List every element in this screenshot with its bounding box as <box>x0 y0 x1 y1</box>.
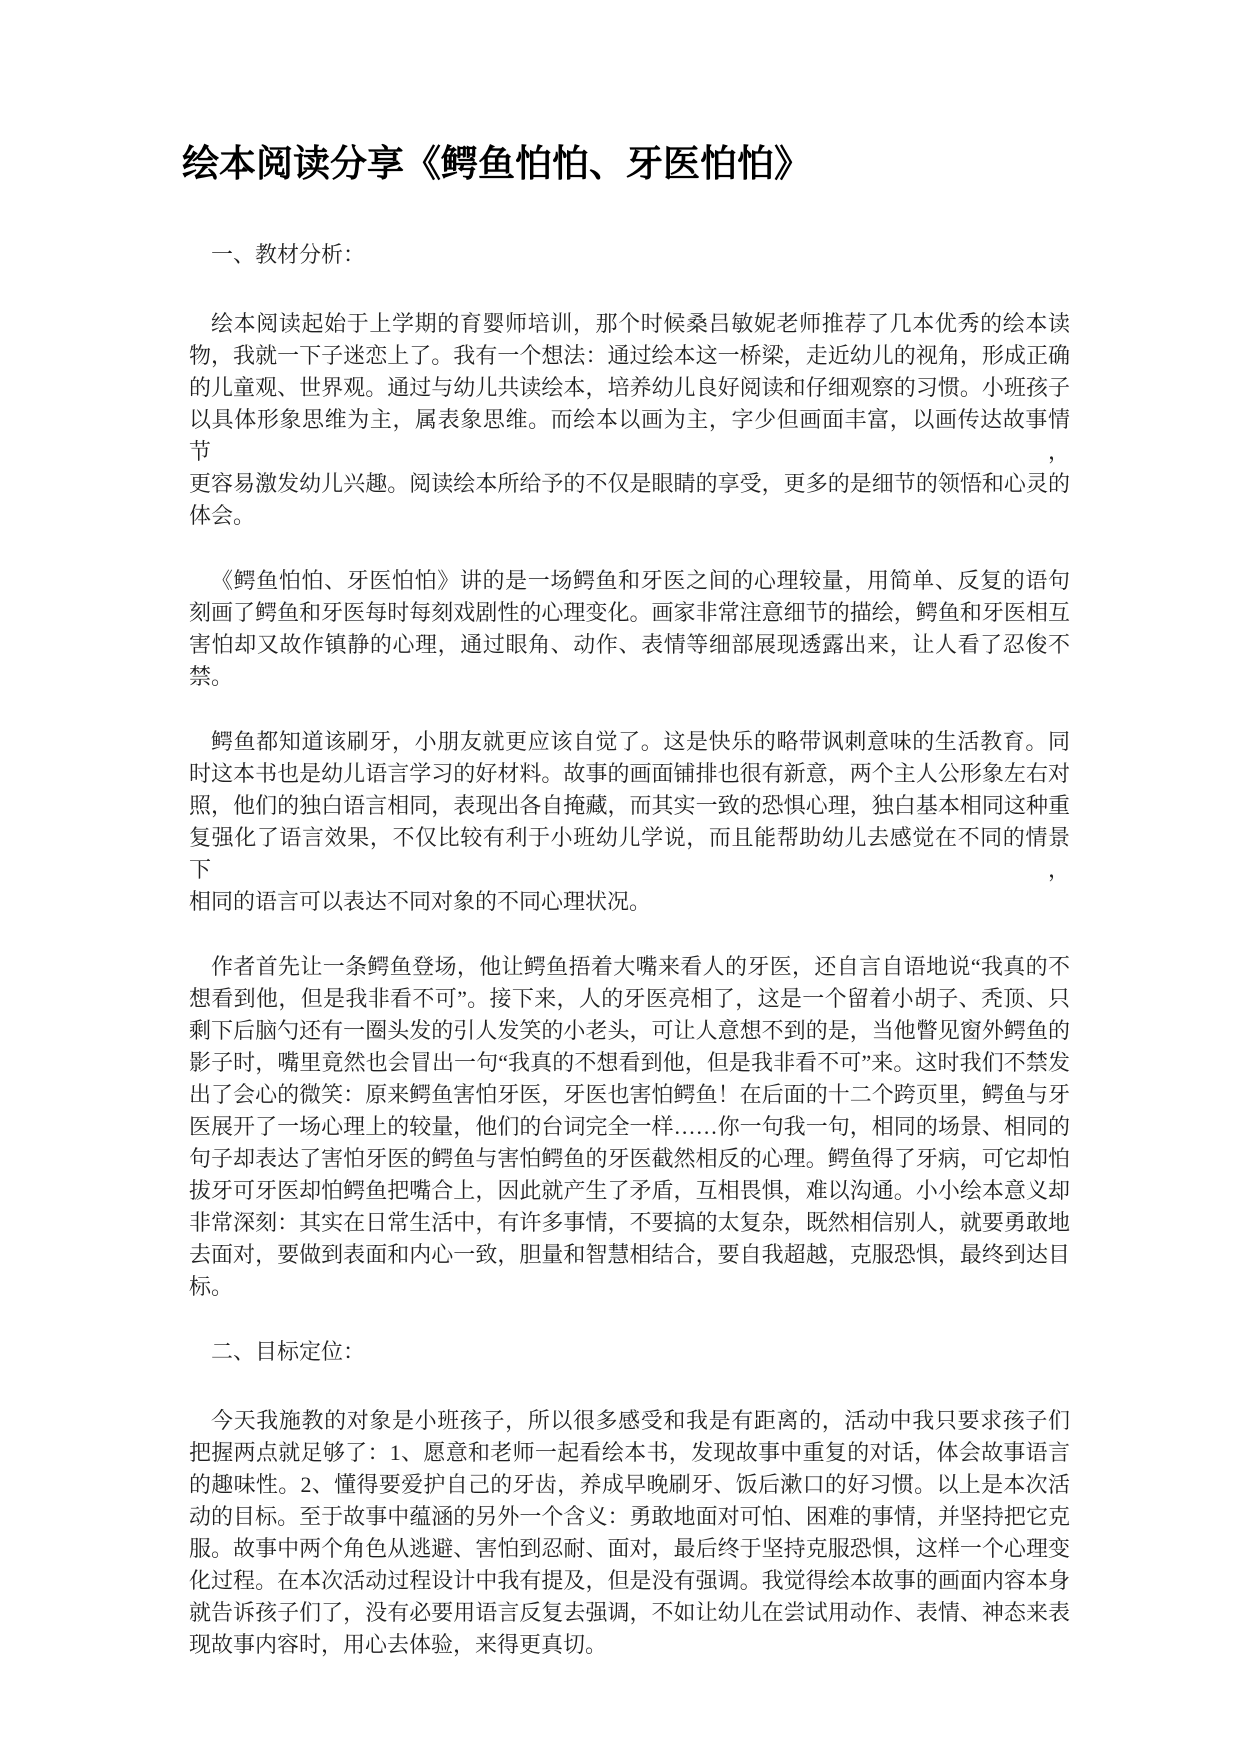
document-title: 绘本阅读分享《鳄鱼怕怕、牙医怕怕》 <box>182 144 811 185</box>
text-line: 作者首先让一条鳄鱼登场，他让鳄鱼捂着大嘴来看人的牙医，还自言自语地说“我真的不 <box>211 954 1070 979</box>
section-heading-1: 一、教材分析： <box>211 242 366 267</box>
text-line: 时这本书也是幼儿语言学习的好材料。故事的画面铺排也很有新意，两个主人公形象左右对 <box>189 761 1070 786</box>
text-line: 动的目标。至于故事中蕴涵的另外一个含义：勇敢地面对可怕、困难的事情，并坚持把它克 <box>189 1504 1070 1529</box>
paragraph-4 <box>189 951 1070 1303</box>
text-line: 今天我施教的对象是小班孩子，所以很多感受和我是有距离的，活动中我只要求孩子们 <box>211 1408 1070 1433</box>
text-line: 相同的语言可以表达不同对象的不同心理状况。 <box>189 889 652 914</box>
text-line: 医展开了一场心理上的较量，他们的台词完全一样……你一句我一句，相同的场景、相同的 <box>189 1114 1070 1139</box>
text-line: 刻画了鳄鱼和牙医每时每刻戏剧性的心理变化。画家非常注意细节的描绘，鳄鱼和牙医相互 <box>189 600 1070 625</box>
text-line: 服。故事中两个角色从逃避、害怕到忍耐、面对，最后终于坚持克服恐惧，这样一个心理变 <box>189 1536 1070 1561</box>
text-line: 拔牙可牙医却怕鳄鱼把嘴合上，因此就产生了矛盾，互相畏惧，难以沟通。小小绘本意义却 <box>189 1178 1070 1203</box>
text-line: 《鳄鱼怕怕、牙医怕怕》讲的是一场鳄鱼和牙医之间的心理较量，用简单、反复的语句 <box>211 568 1070 593</box>
text-line: 剩下后脑勺还有一圈头发的引人发笑的小老头，可让人意想不到的是，当他瞥见窗外鳄鱼的 <box>189 1018 1070 1043</box>
text-line: 更容易激发幼儿兴趣。阅读绘本所给予的不仅是眼睛的享受，更多的是细节的领悟和心灵的 <box>189 471 1070 496</box>
text-line: 现故事内容时，用心去体验，来得更真切。 <box>189 1632 608 1657</box>
text-line: 体会。 <box>189 503 256 528</box>
text-line: 物，我就一下子迷恋上了。我有一个想法：通过绘本这一桥梁，走近幼儿的视角，形成正确 <box>189 343 1070 368</box>
paragraph-2 <box>189 565 1070 693</box>
paragraph-5 <box>189 1405 1070 1661</box>
text-line: 的儿童观、世界观。通过与幼儿共读绘本，培养幼儿良好阅读和仔细观察的习惯。小班孩子 <box>189 375 1070 400</box>
text-line: 把握两点就足够了：1、愿意和老师一起看绘本书，发现故事中重复的对话，体会故事语言 <box>189 1440 1070 1465</box>
document-sections <box>189 239 1070 1661</box>
text-line: 就告诉孩子们了，没有必要用语言反复去强调，不如让幼儿在尝试用动作、表情、神态来表 <box>189 1600 1070 1625</box>
text-line: 非常深刻：其实在日常生活中，有许多事情，不要搞的太复杂，既然相信别人，就要勇敢地 <box>189 1210 1070 1235</box>
text-line: 影子时，嘴里竟然也会冒出一句“我真的不想看到他，但是我非看不可”来。这时我们不禁发 <box>189 1050 1070 1075</box>
text-line: 标。 <box>189 1274 234 1299</box>
text-line: 复强化了语言效果，不仅比较有利于小班幼儿学说，而且能帮助幼儿去感觉在不同的情景下， <box>189 825 1070 882</box>
text-line: 绘本阅读起始于上学期的育婴师培训，那个时候桑吕敏妮老师推荐了几本优秀的绘本读 <box>211 311 1070 336</box>
text-line: 以具体形象思维为主，属表象思维。而绘本以画为主，字少但画面丰富，以画传达故事情节， <box>189 407 1070 464</box>
text-line: 句子却表达了害怕牙医的鳄鱼与害怕鳄鱼的牙医截然相反的心理。鳄鱼得了牙病，可它却怕 <box>189 1146 1070 1171</box>
document-body <box>182 140 1070 1694</box>
text-line: 化过程。在本次活动过程设计中我有提及，但是没有强调。我觉得绘本故事的画面内容本身 <box>189 1568 1070 1593</box>
text-line: 照，他们的独白语言相同，表现出各自掩藏，而其实一致的恐惧心理，独白基本相同这种重 <box>189 793 1070 818</box>
text-line: 的趣味性。2、懂得要爱护自己的牙齿，养成早晚刷牙、饭后漱口的好习惯。以上是本次活 <box>189 1472 1070 1497</box>
paragraph-3 <box>189 726 1070 918</box>
text-line: 出了会心的微笑：原来鳄鱼害怕牙医，牙医也害怕鳄鱼！在后面的十二个跨页里，鳄鱼与牙 <box>189 1082 1070 1107</box>
text-line: 去面对，要做到表面和内心一致，胆量和智慧相结合，要自我超越，克服恐惧，最终到达目 <box>189 1242 1070 1267</box>
section-heading-2: 二、目标定位： <box>211 1339 366 1364</box>
text-line: 鳄鱼都知道该刷牙，小朋友就更应该自觉了。这是快乐的略带讽刺意味的生活教育。同 <box>211 729 1070 754</box>
text-line: 想看到他，但是我非看不可”。接下来，人的牙医亮相了，这是一个留着小胡子、秃顶、只 <box>189 986 1070 1011</box>
paragraph-1 <box>189 308 1070 532</box>
text-line: 害怕却又故作镇静的心理，通过眼角、动作、表情等细部展现透露出来，让人看了忍俊不禁。 <box>189 632 1070 689</box>
